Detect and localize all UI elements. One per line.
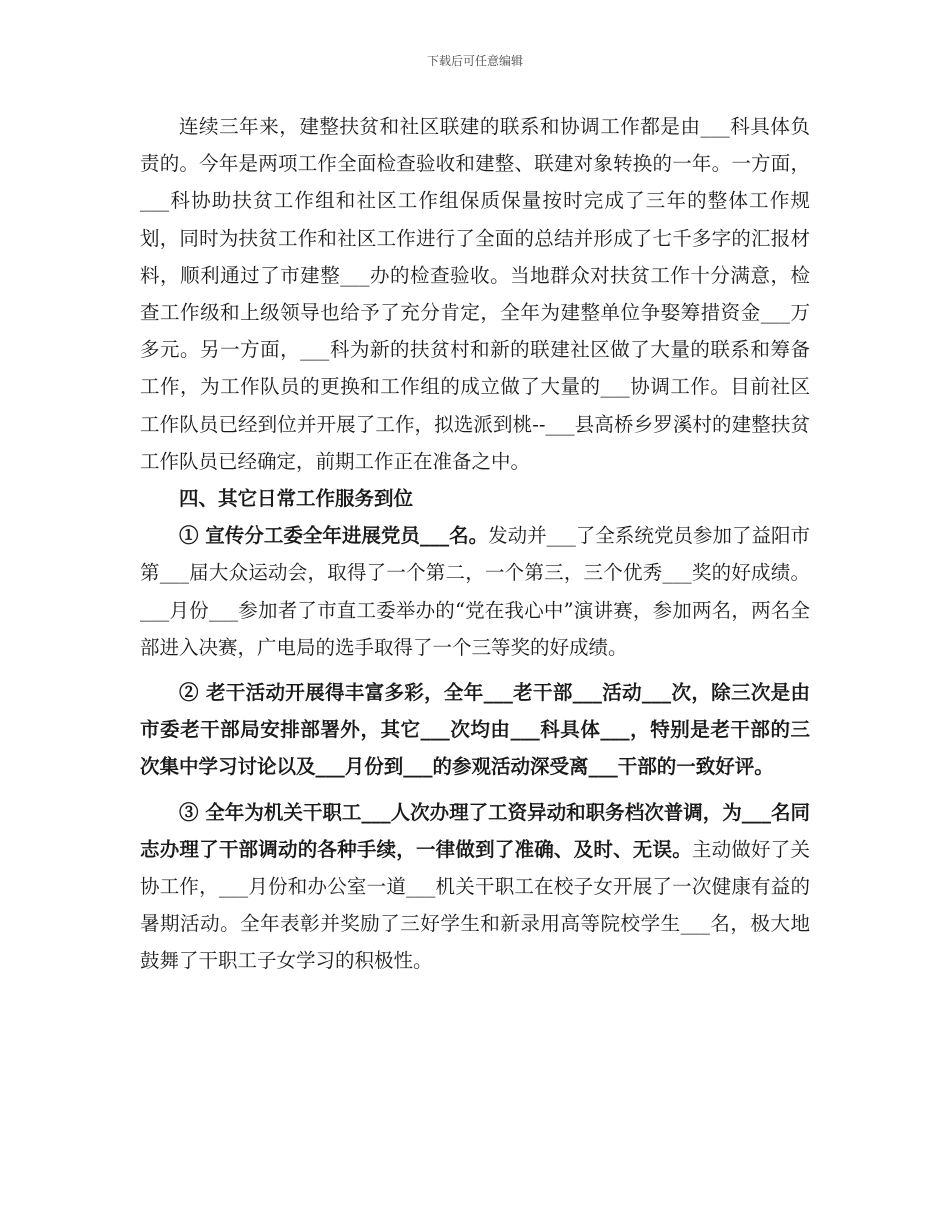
list-item-3 — [140, 794, 810, 980]
list-item-1-lead: ① 宣传分工委全年进展党员___名。 — [179, 524, 489, 548]
section-heading-4: 四、其它日常工作服务到位 — [179, 487, 414, 511]
page-header: 下载后可任意编辑 — [426, 54, 523, 68]
list-item-3-text: 主动做好了关协工作，___月份和办公室一道___机关干职工在校子女开展了一次健康有益的暑期活动。全年表彰并奖励了三好学生和新录用高等院校学生___名，极大地鼓舞了干职工子女学习的积极性。 — [140, 837, 810, 973]
document-body — [140, 108, 810, 980]
list-item-2-lead: ② 老干活动开展得丰富多彩，全年___老干部___活动___次，除三次是由市委老干部局安排部署外，其它___次均由___科具体___，特别是老干部的三次集中学习讨论以及___月份到___的参观活动深受离___干部的一致好评。 — [140, 681, 810, 779]
list-item-1-text: 发动并___了全系统党员参加了益阳市第___届大众运动会，取得了一个第二，一个第三，三个优秀___奖的好成绩。___月份___参加者了市直工委举办的“党在我心中”演讲赛，参加两名，两名全部进入决赛，广电局的选手取得了一个三等奖的好成绩。 — [140, 524, 810, 659]
list-item-1 — [140, 517, 810, 666]
list-item-3-lead: ③ 全年为机关干职工___人次办理了工资异动和职务档次普调，为___名同志办理了干部调动的各种手续，一律做到了准确、及时、无误。 — [140, 800, 810, 861]
paragraph-poverty-alleviation: 连续三年来，建整扶贫和社区联建的联系和协调工作都是由___科具体负责的。今年是两项工作全面检查验收和建整、联建对象转换的一年。一方面，___科协助扶贫工作组和社区工作组保质保量按时完成了三年的整体工作规划，同时为扶贫工作和社区工作进行了全面的总结并形成了七千多字的汇报材料，顺利通过了市建整___办的检查验收。当地群众对扶贫工作十分满意，检查工作级和上级领导也给予了充分肯定，全年为建整单位争娶筹措资金___万多元。另一方面，___科为新的扶贫村和新的联建社区做了大量的联系和筹备工作，为工作队员的更换和工作组的成立做了大量的___协调工作。目前社区工作队员已经到位并开展了工作，拟选派到桃--___县高桥乡罗溪村的建整扶贫工作队员已经确定，前期工作正在准备之中。 — [140, 115, 810, 473]
list-item-2 — [140, 674, 810, 786]
